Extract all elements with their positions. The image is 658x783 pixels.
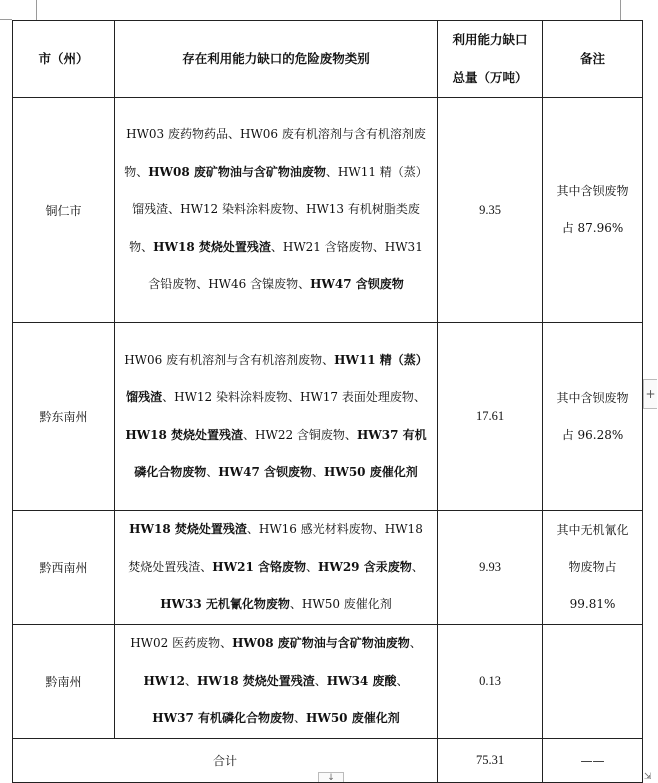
category-text-bold: HW18 焚烧处置残渣 (153, 239, 271, 254)
remark-cell: 其中含钡废物占 96.28% (543, 323, 643, 511)
category-text: 、HW22 含铜废物、 (243, 427, 357, 442)
category-text: 、 (185, 673, 198, 688)
crop-mark-top-left (36, 0, 37, 20)
category-text: 、 (206, 465, 219, 479)
crop-mark-left (0, 19, 12, 20)
category-text: 、 (396, 673, 409, 688)
table-resize-icon[interactable]: ⇲ (644, 772, 652, 782)
waste-gap-table (12, 20, 643, 783)
header-categories: 存在利用能力缺口的危险废物类别 (115, 21, 438, 98)
category-text: 、 (314, 673, 327, 688)
category-text: 、 (312, 465, 325, 479)
category-text-bold: HW29 含汞废物 (318, 559, 412, 574)
category-text-bold: HW34 废酸 (326, 673, 397, 688)
category-text: 、HW16 感光材料废物、HW18 焚烧处置残渣、 (128, 522, 423, 574)
category-text: HW02 医药废物、 (130, 636, 233, 651)
category-text-bold: HW18 焚烧处置残渣 (129, 522, 247, 537)
category-text-bold: HW47 含钡废物 (218, 465, 312, 479)
table-row (13, 625, 643, 739)
gap-cell: 9.93 (438, 511, 543, 625)
table-bottom-drag-handle[interactable]: ↓ (318, 772, 344, 782)
header-gap-line1: 利用能力缺口 (452, 32, 528, 47)
gap-cell: 9.35 (438, 98, 543, 323)
region-cell: 黔南州 (13, 625, 115, 739)
remark-cell: 其中含钡废物占 87.96% (543, 98, 643, 323)
categories-cell (115, 323, 438, 511)
category-text-bold: HW18 焚烧处置残渣 (197, 673, 315, 688)
categories-cell (115, 511, 438, 625)
category-text-bold: HW33 无机氰化物废物 (160, 597, 290, 612)
region-cell: 黔东南州 (13, 323, 115, 511)
total-remark: —— (543, 739, 643, 783)
category-text: 、HW11 精（蒸）馏残渣、HW12 染料涂料废物、HW13 有机树脂类废物、 (129, 164, 428, 254)
total-gap: 75.31 (438, 739, 543, 783)
region-cell: 黔西南州 (13, 511, 115, 625)
expand-plus-button[interactable]: + (643, 379, 657, 409)
categories-cell (115, 98, 438, 323)
header-remark: 备注 (543, 21, 643, 98)
category-text: 、HW21 含铬废物、HW31 含铅废物、HW46 含镍废物、 (148, 239, 423, 292)
category-text-bold: HW11 精（蒸）馏残渣 (126, 352, 428, 404)
category-text: HW06 废有机溶剂与含有机溶剂废物、 (124, 352, 335, 367)
crop-mark-top-right (620, 0, 621, 20)
category-text-bold: HW37 有机磷化合物废物 (134, 427, 427, 479)
remark-cell (543, 625, 643, 739)
total-label: 合计 (13, 739, 438, 783)
table-row (13, 98, 643, 323)
region-cell: 铜仁市 (13, 98, 115, 323)
category-text: 、 (409, 636, 422, 651)
header-gap-line2: 总量（万吨） (452, 70, 528, 85)
category-text: 、HW12 染料涂料废物、HW17 表面处理废物、 (162, 390, 426, 404)
category-text: HW03 废药物药品、HW06 废有机溶剂与含有机溶剂废物、 (124, 127, 426, 179)
category-text-bold: HW12 (143, 673, 186, 688)
gap-cell: 0.13 (438, 625, 543, 739)
category-text: 、 (305, 559, 318, 574)
gap-cell: 17.61 (438, 323, 543, 511)
category-text: 、 (411, 559, 424, 574)
category-text-bold: HW37 有机磷化合物废物 (152, 711, 294, 726)
category-text-bold: HW21 含铬废物 (212, 559, 306, 574)
category-text-bold: HW50 废催化剂 (306, 711, 400, 726)
category-text: 、HW50 废催化剂 (289, 597, 392, 612)
category-text-bold: HW47 含钡废物 (310, 277, 404, 292)
category-text-bold: HW18 焚烧处置残渣 (125, 427, 244, 442)
remark-cell: 其中无机氰化物废物占 99.81% (543, 511, 643, 625)
categories-cell (115, 625, 438, 739)
table-header-row (13, 21, 643, 98)
category-text: 、 (293, 711, 306, 726)
category-text-bold: HW08 废矿物油与含矿物油废物 (232, 636, 410, 651)
header-gap-total (438, 21, 543, 98)
header-region: 市（州） (13, 21, 115, 98)
table-row (13, 323, 643, 511)
table-row (13, 511, 643, 625)
category-text-bold: HW50 废催化剂 (324, 465, 418, 479)
category-text-bold: HW08 废矿物油与含矿物油废物 (148, 164, 326, 179)
